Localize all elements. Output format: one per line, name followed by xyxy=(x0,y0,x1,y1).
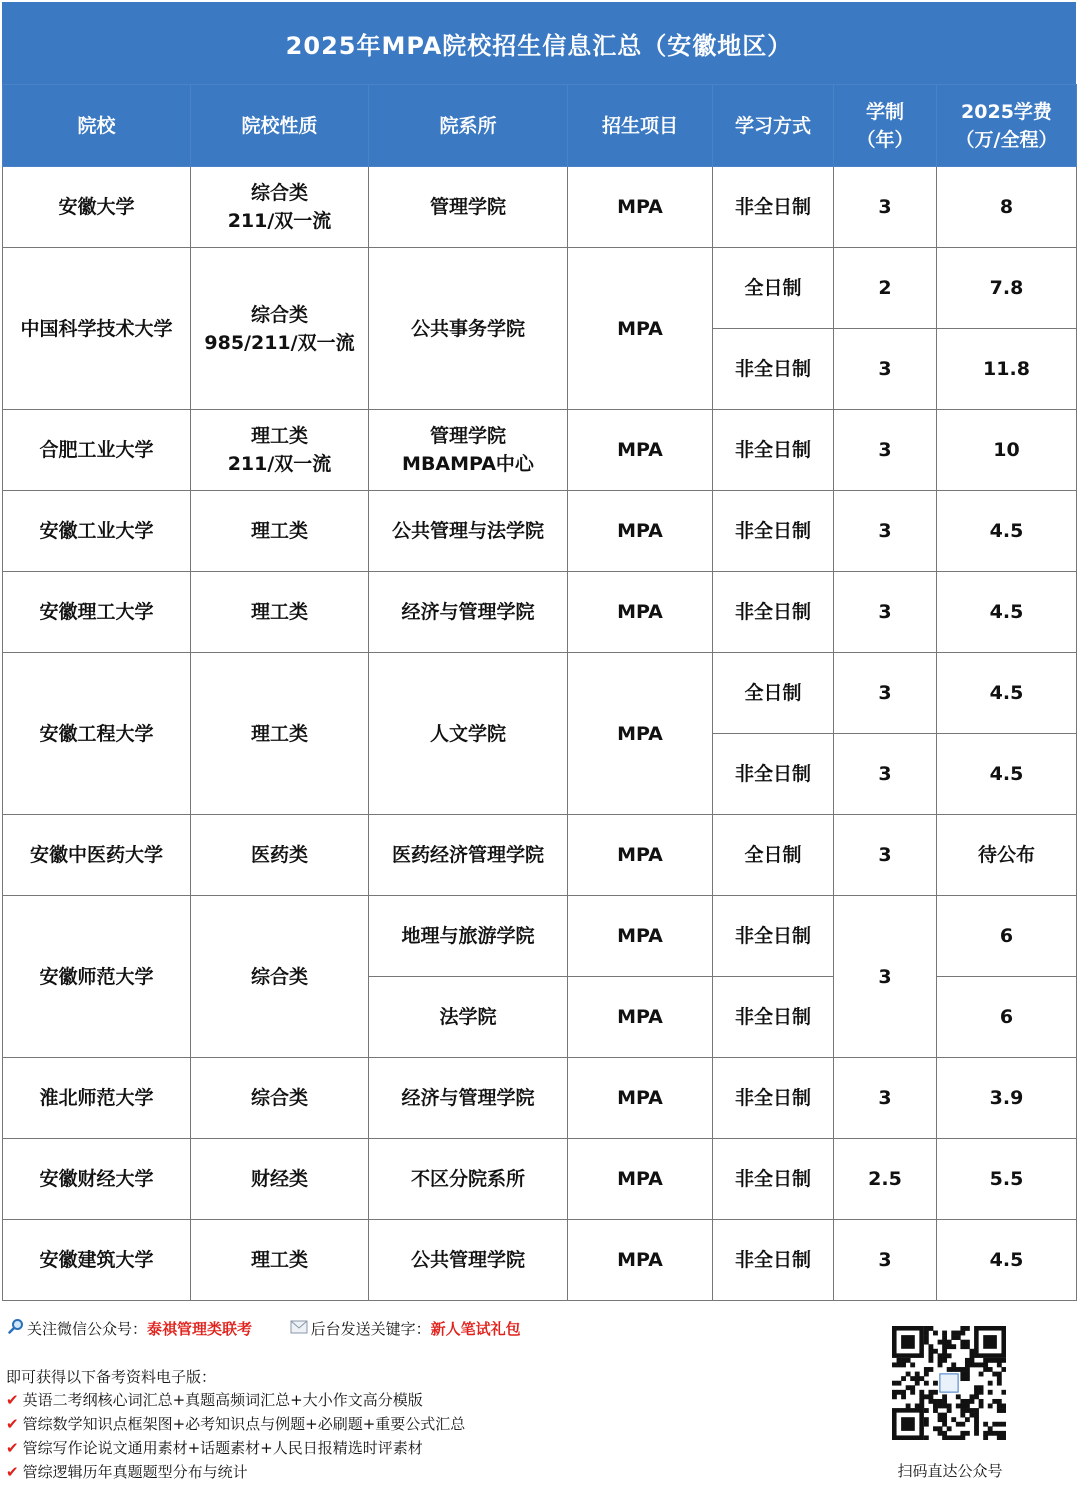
check-icon: ✔ xyxy=(6,1463,19,1481)
mode-cell: 非全日制 xyxy=(713,491,834,572)
program-cell: MPA xyxy=(568,815,713,896)
list-item: ✔ 管综写作论说文通用素材+话题素材+人民日报精选时评素材 xyxy=(6,1439,423,1457)
mode-cell: 全日制 xyxy=(713,815,834,896)
duration-cell: 3 xyxy=(834,410,937,491)
duration-cell: 2.5 xyxy=(834,1139,937,1220)
duration-cell: 3 xyxy=(834,1220,937,1301)
mode-cell: 非全日制 xyxy=(713,410,834,491)
duration-cell: 3 xyxy=(834,815,937,896)
program-cell: MPA xyxy=(568,977,713,1058)
duration-cell: 3 xyxy=(834,329,937,410)
qr-code-icon[interactable] xyxy=(892,1326,1006,1440)
col-header-school: 院校 xyxy=(3,85,191,167)
mode-cell: 全日制 xyxy=(713,248,834,329)
program-cell: MPA xyxy=(568,248,713,410)
fee-cell: 4.5 xyxy=(937,491,1077,572)
program-cell: MPA xyxy=(568,491,713,572)
nature-cell: 医药类 xyxy=(191,815,369,896)
program-cell: MPA xyxy=(568,167,713,248)
magnifier-icon xyxy=(8,1318,24,1338)
dept-cell: 地理与旅游学院 xyxy=(369,896,568,977)
mode-cell: 非全日制 xyxy=(713,1139,834,1220)
promo-footer xyxy=(0,1304,1080,1497)
check-icon: ✔ xyxy=(6,1415,19,1433)
fee-cell: 8 xyxy=(937,167,1077,248)
program-cell: MPA xyxy=(568,1058,713,1139)
dept-cell: 公共管理学院 xyxy=(369,1220,568,1301)
nature-cell: 理工类 xyxy=(191,1220,369,1301)
col-header-dept: 院系所 xyxy=(369,85,568,167)
envelope-icon xyxy=(290,1320,308,1338)
table-row xyxy=(3,896,1077,977)
school-cell: 中国科学技术大学 xyxy=(3,248,191,410)
school-cell: 淮北师范大学 xyxy=(3,1058,191,1139)
fee-cell: 5.5 xyxy=(937,1139,1077,1220)
program-cell: MPA xyxy=(568,896,713,977)
table-header-row xyxy=(3,85,1077,167)
dept-cell: 人文学院 xyxy=(369,653,568,815)
wechat-account-name: 泰祺管理类联考 xyxy=(147,1320,253,1338)
fee-cell: 4.5 xyxy=(937,734,1077,815)
program-cell: MPA xyxy=(568,410,713,491)
program-cell: MPA xyxy=(568,653,713,815)
mode-cell: 非全日制 xyxy=(713,977,834,1058)
duration-cell: 3 xyxy=(834,896,937,1058)
school-cell: 安徽工程大学 xyxy=(3,653,191,815)
school-cell: 安徽师范大学 xyxy=(3,896,191,1058)
dept-cell: 公共事务学院 xyxy=(369,248,568,410)
table-row xyxy=(3,491,1077,572)
promo-list xyxy=(6,1388,465,1484)
table-row xyxy=(3,1058,1077,1139)
school-cell: 安徽工业大学 xyxy=(3,491,191,572)
school-cell: 安徽财经大学 xyxy=(3,1139,191,1220)
check-icon: ✔ xyxy=(6,1439,19,1457)
fee-cell: 6 xyxy=(937,896,1077,977)
col-header-duration: 学制 （年） xyxy=(834,85,937,167)
fee-cell: 4.5 xyxy=(937,572,1077,653)
dept-cell: 公共管理与法学院 xyxy=(369,491,568,572)
nature-cell: 理工类 xyxy=(191,572,369,653)
nature-cell: 综合类 xyxy=(191,1058,369,1139)
col-header-nature: 院校性质 xyxy=(191,85,369,167)
nature-cell: 综合类 xyxy=(191,896,369,1058)
fee-cell: 4.5 xyxy=(937,1220,1077,1301)
nature-cell: 综合类 211/双一流 xyxy=(191,167,369,248)
mode-cell: 非全日制 xyxy=(713,329,834,410)
mode-cell: 非全日制 xyxy=(713,1058,834,1139)
dept-cell: 不区分院系所 xyxy=(369,1139,568,1220)
table-row xyxy=(3,815,1077,896)
table-row xyxy=(3,248,1077,329)
mode-cell: 全日制 xyxy=(713,653,834,734)
fee-cell: 11.8 xyxy=(937,329,1077,410)
table-row xyxy=(3,1220,1077,1301)
page-title: 2025年MPA院校招生信息汇总（安徽地区） xyxy=(2,2,1076,84)
col-header-program: 招生项目 xyxy=(568,85,713,167)
fee-cell: 7.8 xyxy=(937,248,1077,329)
school-cell: 安徽理工大学 xyxy=(3,572,191,653)
duration-cell: 3 xyxy=(834,572,937,653)
dept-cell: 经济与管理学院 xyxy=(369,1058,568,1139)
program-cell: MPA xyxy=(568,572,713,653)
fee-cell: 4.5 xyxy=(937,653,1077,734)
duration-cell: 3 xyxy=(834,734,937,815)
school-cell: 安徽大学 xyxy=(3,167,191,248)
promo-intro: 即可获得以下备考资料电子版： xyxy=(6,1368,217,1386)
keyword-text: 新人笔试礼包 xyxy=(430,1320,521,1338)
duration-cell: 2 xyxy=(834,248,937,329)
list-item: ✔ 管综数学知识点框架图+必考知识点与例题+必刷题+重要公式汇总 xyxy=(6,1415,466,1433)
mode-cell: 非全日制 xyxy=(713,167,834,248)
nature-cell: 理工类 xyxy=(191,653,369,815)
school-cell: 安徽建筑大学 xyxy=(3,1220,191,1301)
nature-cell: 理工类 211/双一流 xyxy=(191,410,369,491)
nature-cell: 理工类 xyxy=(191,491,369,572)
school-cell: 合肥工业大学 xyxy=(3,410,191,491)
follow-line xyxy=(8,1318,521,1339)
table-row xyxy=(3,410,1077,491)
program-cell: MPA xyxy=(568,1220,713,1301)
list-item: ✔ 英语二考纲核心词汇总+真题高频词汇总+大小作文高分模版 xyxy=(6,1391,423,1409)
col-header-fee: 2025学费 （万/全程） xyxy=(937,85,1077,167)
duration-cell: 3 xyxy=(834,491,937,572)
nature-cell: 综合类 985/211/双一流 xyxy=(191,248,369,410)
fee-cell: 10 xyxy=(937,410,1077,491)
fee-cell: 待公布 xyxy=(937,815,1077,896)
duration-cell: 3 xyxy=(834,653,937,734)
dept-cell: 管理学院 MBAMPA中心 xyxy=(369,410,568,491)
program-cell: MPA xyxy=(568,1139,713,1220)
list-item: ✔ 管综逻辑历年真题题型分布与统计 xyxy=(6,1463,248,1481)
qr-caption: 扫码直达公众号 xyxy=(897,1462,1003,1480)
fee-cell: 3.9 xyxy=(937,1058,1077,1139)
col-header-mode: 学习方式 xyxy=(713,85,834,167)
mode-cell: 非全日制 xyxy=(713,572,834,653)
duration-cell: 3 xyxy=(834,167,937,248)
table-row xyxy=(3,167,1077,248)
school-cell: 安徽中医药大学 xyxy=(3,815,191,896)
nature-cell: 财经类 xyxy=(191,1139,369,1220)
table-row xyxy=(3,572,1077,653)
follow-label: 关注微信公众号： xyxy=(27,1320,148,1338)
dept-cell: 医药经济管理学院 xyxy=(369,815,568,896)
duration-cell: 3 xyxy=(834,1058,937,1139)
table-row xyxy=(3,1139,1077,1220)
table-row xyxy=(3,653,1077,734)
mode-cell: 非全日制 xyxy=(713,1220,834,1301)
mode-cell: 非全日制 xyxy=(713,896,834,977)
check-icon: ✔ xyxy=(6,1391,19,1409)
fee-cell: 6 xyxy=(937,977,1077,1058)
mode-cell: 非全日制 xyxy=(713,734,834,815)
dept-cell: 经济与管理学院 xyxy=(369,572,568,653)
admission-table xyxy=(2,84,1077,1301)
keyword-label: 后台发送关键字： xyxy=(310,1320,431,1338)
dept-cell: 管理学院 xyxy=(369,167,568,248)
dept-cell: 法学院 xyxy=(369,977,568,1058)
